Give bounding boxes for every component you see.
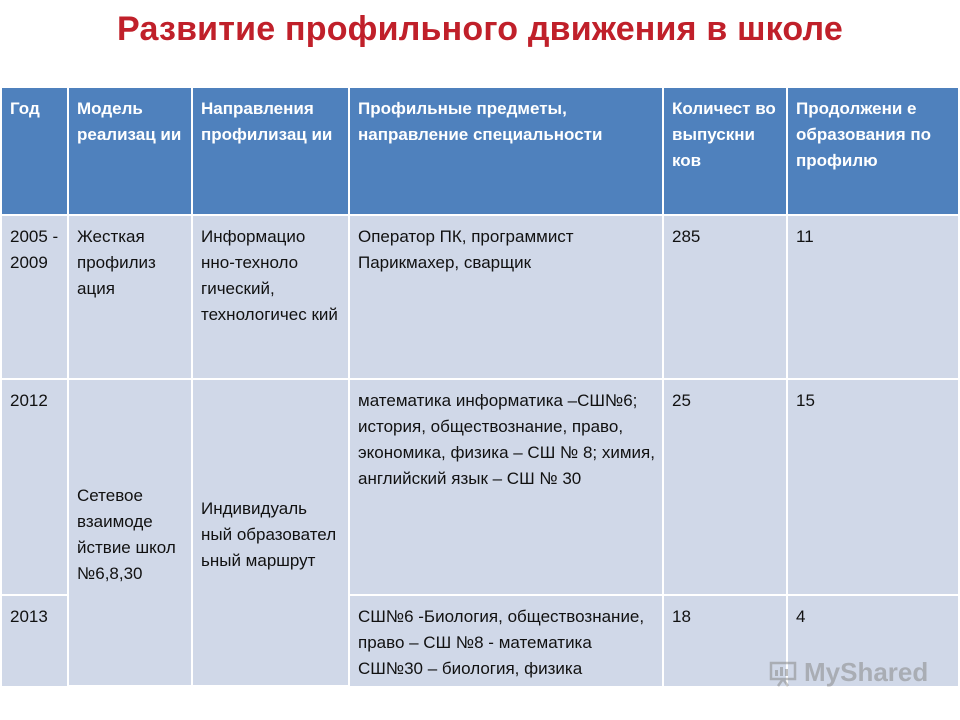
cell-subjects: СШ№6 -Биология, обществознание, право – СШ №8 - математика СШ№30 – биология, физика bbox=[349, 595, 663, 686]
cell-graduates: 25 bbox=[663, 379, 787, 595]
watermark-text: MyShared bbox=[804, 657, 929, 687]
cell-subjects: математика информатика –СШ№6; история, обществознание, право, экономика, физика – СШ № 8; химия, английский язык – СШ № 30 bbox=[349, 379, 663, 595]
presentation-board-icon bbox=[768, 658, 798, 688]
cell-year: 2013 bbox=[1, 595, 68, 686]
cell-direction: Информацио нно-техноло гический, технологичес кий bbox=[192, 215, 349, 379]
header-graduates: Количест во выпускни ков bbox=[663, 87, 787, 215]
cell-model: Жесткая профилиз ация bbox=[68, 215, 192, 379]
header-continued: Продолжени е образования по профилю bbox=[787, 87, 959, 215]
cell-year: 2012 bbox=[1, 379, 68, 595]
table-row bbox=[1, 379, 959, 595]
cell-continued: 15 bbox=[787, 379, 959, 595]
cell-graduates: 18 bbox=[663, 595, 787, 686]
page-title: Развитие профильного движения в школе bbox=[117, 10, 843, 48]
cell-continued: 11 bbox=[787, 215, 959, 379]
table-header-row bbox=[1, 87, 959, 215]
cell-subjects: Оператор ПК, программист Парикмахер, сварщик bbox=[349, 215, 663, 379]
cell-year: 2005 - 2009 bbox=[1, 215, 68, 379]
cell-continued: 4 bbox=[787, 595, 959, 686]
cell-graduates: 285 bbox=[663, 215, 787, 379]
header-direction: Направления профилизац ии bbox=[192, 87, 349, 215]
header-subjects: Профильные предметы, направление специальности bbox=[349, 87, 663, 215]
watermark bbox=[768, 657, 928, 688]
cell-model-merged: Сетевое взаимоде йствие школ №6,8,30 bbox=[68, 379, 192, 686]
header-model: Модель реализац ии bbox=[68, 87, 192, 215]
table-row bbox=[1, 215, 959, 379]
profile-table bbox=[0, 86, 960, 687]
cell-direction-merged: Индивидуаль ный образовател ьный маршрут bbox=[192, 379, 349, 686]
header-year: Год bbox=[1, 87, 68, 215]
